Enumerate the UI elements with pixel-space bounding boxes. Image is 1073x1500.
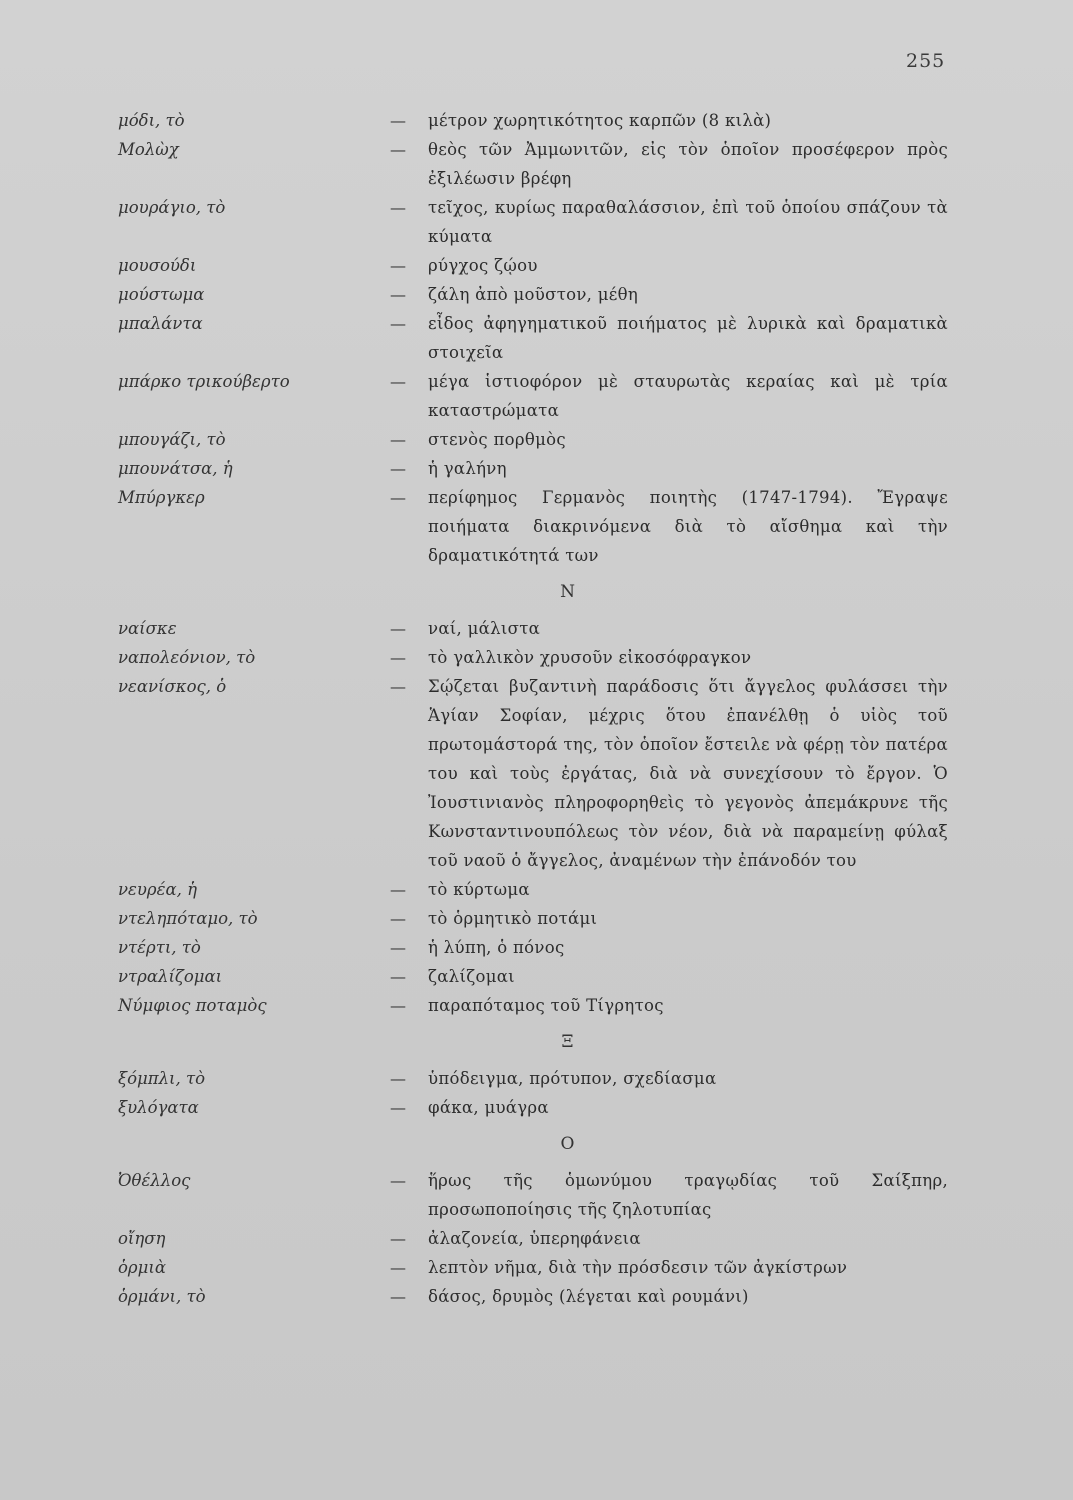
- glossary-entry: [0, 309, 1073, 367]
- entry-term: ξυλόγατα: [118, 1098, 199, 1117]
- entry-term: μόδι, τὸ: [118, 111, 185, 130]
- entry-term: Ὀθέλλος: [118, 1171, 191, 1190]
- entry-definition: τεῖχος, κυρίως παραθαλάσσιον, ἐπὶ τοῦ ὁποίου σπάζουν τὰ κύματα: [428, 198, 948, 246]
- entry-dash: —: [390, 198, 406, 217]
- entry-dash: —: [390, 1069, 406, 1088]
- entry-definition: μέτρον χωρητικότητος καρπῶν (8 κιλὰ): [428, 111, 772, 130]
- entry-dash: —: [390, 111, 406, 130]
- glossary-entries: [0, 106, 1073, 1311]
- glossary-entry: [0, 135, 1073, 193]
- entry-term: ντέρτι, τὸ: [118, 938, 201, 957]
- entry-definition: ἡ λύπη, ὁ πόνος: [428, 938, 565, 957]
- entry-term: ναίσκε: [118, 619, 177, 638]
- entry-term: μπάρκο τρικούβερτο: [118, 372, 290, 391]
- entry-dash: —: [390, 285, 406, 304]
- entry-dash: —: [390, 996, 406, 1015]
- entry-dash: —: [390, 459, 406, 478]
- entry-definition: ἥρως τῆς ὁμωνύμου τραγῳδίας τοῦ Σαίξπηρ, προσωποποίησις τῆς ζηλοτυπίας: [428, 1171, 948, 1219]
- entry-dash: —: [390, 909, 406, 928]
- entry-definition: λεπτὸν νῆμα, διὰ τὴν πρόσδεσιν τῶν ἀγκίστρων: [428, 1258, 848, 1277]
- entry-term: ντεληπόταμο, τὸ: [118, 909, 258, 928]
- entry-definition: ναί, μάλιστα: [428, 619, 541, 638]
- entry-dash: —: [390, 488, 406, 507]
- entry-term: οἴηση: [118, 1229, 166, 1248]
- entry-definition: τὸ ὁρμητικὸ ποτάμι: [428, 909, 598, 928]
- glossary-entry: [0, 1224, 1073, 1253]
- glossary-entry: [0, 106, 1073, 135]
- entry-definition: Σῴζεται βυζαντινὴ παράδοσις ὅτι ἄγγελος φυλάσσει τὴν Ἁγίαν Σοφίαν, μέχρις ὅτου ἐπανέλθῃ ὁ υἱὸς τοῦ πρωτομάστορά της, τὸν ὁποῖον ἔστειλε νὰ φέρῃ τὸν πατέρα του καὶ τοὺς ἐργάτας, διὰ νὰ συνεχίσουν τὸ ἔργον. Ὁ Ἰουστινιανὸς πληροφορηθεὶς τὸ γεγονὸς ἀπεμάκρυνε τῆς Κωνσταντινουπόλεως τὸν νέον, διὰ νὰ παραμείνῃ φύλαξ τοῦ ναοῦ ὁ ἄγγελος, ἀναμένων τὴν ἐπάνοδόν του: [428, 677, 948, 870]
- entry-dash: —: [390, 938, 406, 957]
- entry-dash: —: [390, 1098, 406, 1117]
- glossary-entry: [0, 672, 1073, 875]
- entry-dash: —: [390, 677, 406, 696]
- entry-definition: ὑπόδειγμα, πρότυπον, σχεδίασμα: [428, 1069, 717, 1088]
- entry-term: νευρέα, ἡ: [118, 880, 197, 899]
- entry-term: μπουνάτσα, ἡ: [118, 459, 233, 478]
- glossary-entry: [0, 962, 1073, 991]
- entry-term: ναπολεόνιον, τὸ: [118, 648, 256, 667]
- glossary-entry: [0, 1166, 1073, 1224]
- entry-definition: ἀλαζονεία, ὑπερηφάνεια: [428, 1229, 641, 1248]
- section-letter: Ν: [560, 582, 575, 602]
- entry-definition: μέγα ἱστιοφόρον μὲ σταυρωτὰς κεραίας καὶ μὲ τρία καταστρώματα: [428, 372, 948, 420]
- glossary-entry: [0, 367, 1073, 425]
- entry-dash: —: [390, 1229, 406, 1248]
- entry-dash: —: [390, 967, 406, 986]
- entry-term: ὁρμιὰ: [118, 1258, 166, 1277]
- entry-term: μπαλάντα: [118, 314, 203, 333]
- glossary-entry: [0, 614, 1073, 643]
- section-letter: Ξ: [561, 1032, 574, 1052]
- glossary-entry: [0, 425, 1073, 454]
- entry-definition: ρύγχος ζῴου: [428, 256, 538, 275]
- entry-term: μουράγιο, τὸ: [118, 198, 226, 217]
- glossary-entry: [0, 280, 1073, 309]
- entry-dash: —: [390, 256, 406, 275]
- entry-definition: ζάλη ἀπὸ μοῦστον, μέθη: [428, 285, 639, 304]
- glossary-entry: [0, 1064, 1073, 1093]
- glossary-entry: [0, 483, 1073, 570]
- entry-definition: φάκα, μυάγρα: [428, 1098, 549, 1117]
- entry-dash: —: [390, 619, 406, 638]
- entry-term: Μπύργκερ: [118, 488, 205, 507]
- entry-dash: —: [390, 372, 406, 391]
- glossary-entry: [0, 933, 1073, 962]
- glossary-entry: [0, 875, 1073, 904]
- entry-term: μπουγάζι, τὸ: [118, 430, 226, 449]
- entry-definition: περίφημος Γερμανὸς ποιητὴς (1747-1794). Ἔγραψε ποιήματα διακρινόμενα διὰ τὸ αἴσθημα καὶ τὴν δραματικότητά των: [428, 488, 948, 565]
- entry-definition: ζαλίζομαι: [428, 967, 515, 986]
- entry-term: μουσούδι: [118, 256, 197, 275]
- glossary-entry: [0, 904, 1073, 933]
- page-number: 255: [906, 50, 946, 72]
- entry-definition: δάσος, δρυμὸς (λέγεται καὶ ρουμάνι): [428, 1287, 749, 1306]
- entry-term: νεανίσκος, ὁ: [118, 677, 227, 696]
- entry-term: ὁρμάνι, τὸ: [118, 1287, 206, 1306]
- entry-term: ξόμπλι, τὸ: [118, 1069, 206, 1088]
- entry-dash: —: [390, 140, 406, 159]
- glossary-entry: [0, 991, 1073, 1020]
- entry-definition: τὸ κύρτωμα: [428, 880, 530, 899]
- entry-term: Μολὼχ: [118, 140, 179, 159]
- entry-term: ντραλίζομαι: [118, 967, 223, 986]
- entry-definition: στενὸς πορθμὸς: [428, 430, 566, 449]
- glossary-entry: [0, 193, 1073, 251]
- entry-dash: —: [390, 430, 406, 449]
- entry-dash: —: [390, 648, 406, 667]
- glossary-entry: [0, 251, 1073, 280]
- glossary-entry: [0, 454, 1073, 483]
- entry-dash: —: [390, 1171, 406, 1190]
- glossary-entry: [0, 1282, 1073, 1311]
- entry-dash: —: [390, 1258, 406, 1277]
- entry-definition: εἶδος ἀφηγηματικοῦ ποιήματος μὲ λυρικὰ καὶ δραματικὰ στοιχεῖα: [428, 314, 948, 362]
- section-letter: Ο: [560, 1134, 575, 1154]
- glossary-entry: [0, 1253, 1073, 1282]
- entry-term: μούστωμα: [118, 285, 205, 304]
- glossary-entry: [0, 643, 1073, 672]
- entry-definition: θεὸς τῶν Ἀμμωνιτῶν, εἰς τὸν ὁποῖον προσέφερον πρὸς ἐξιλέωσιν βρέφη: [428, 140, 948, 188]
- entry-definition: παραπόταμος τοῦ Τίγρητος: [428, 996, 664, 1015]
- entry-dash: —: [390, 1287, 406, 1306]
- entry-dash: —: [390, 314, 406, 333]
- entry-definition: τὸ γαλλικὸν χρυσοῦν εἰκοσόφραγκον: [428, 648, 752, 667]
- entry-dash: —: [390, 880, 406, 899]
- entry-definition: ἡ γαλήνη: [428, 459, 507, 478]
- entry-term: Νύμφιος ποταμὸς: [118, 996, 267, 1015]
- glossary-entry: [0, 1093, 1073, 1122]
